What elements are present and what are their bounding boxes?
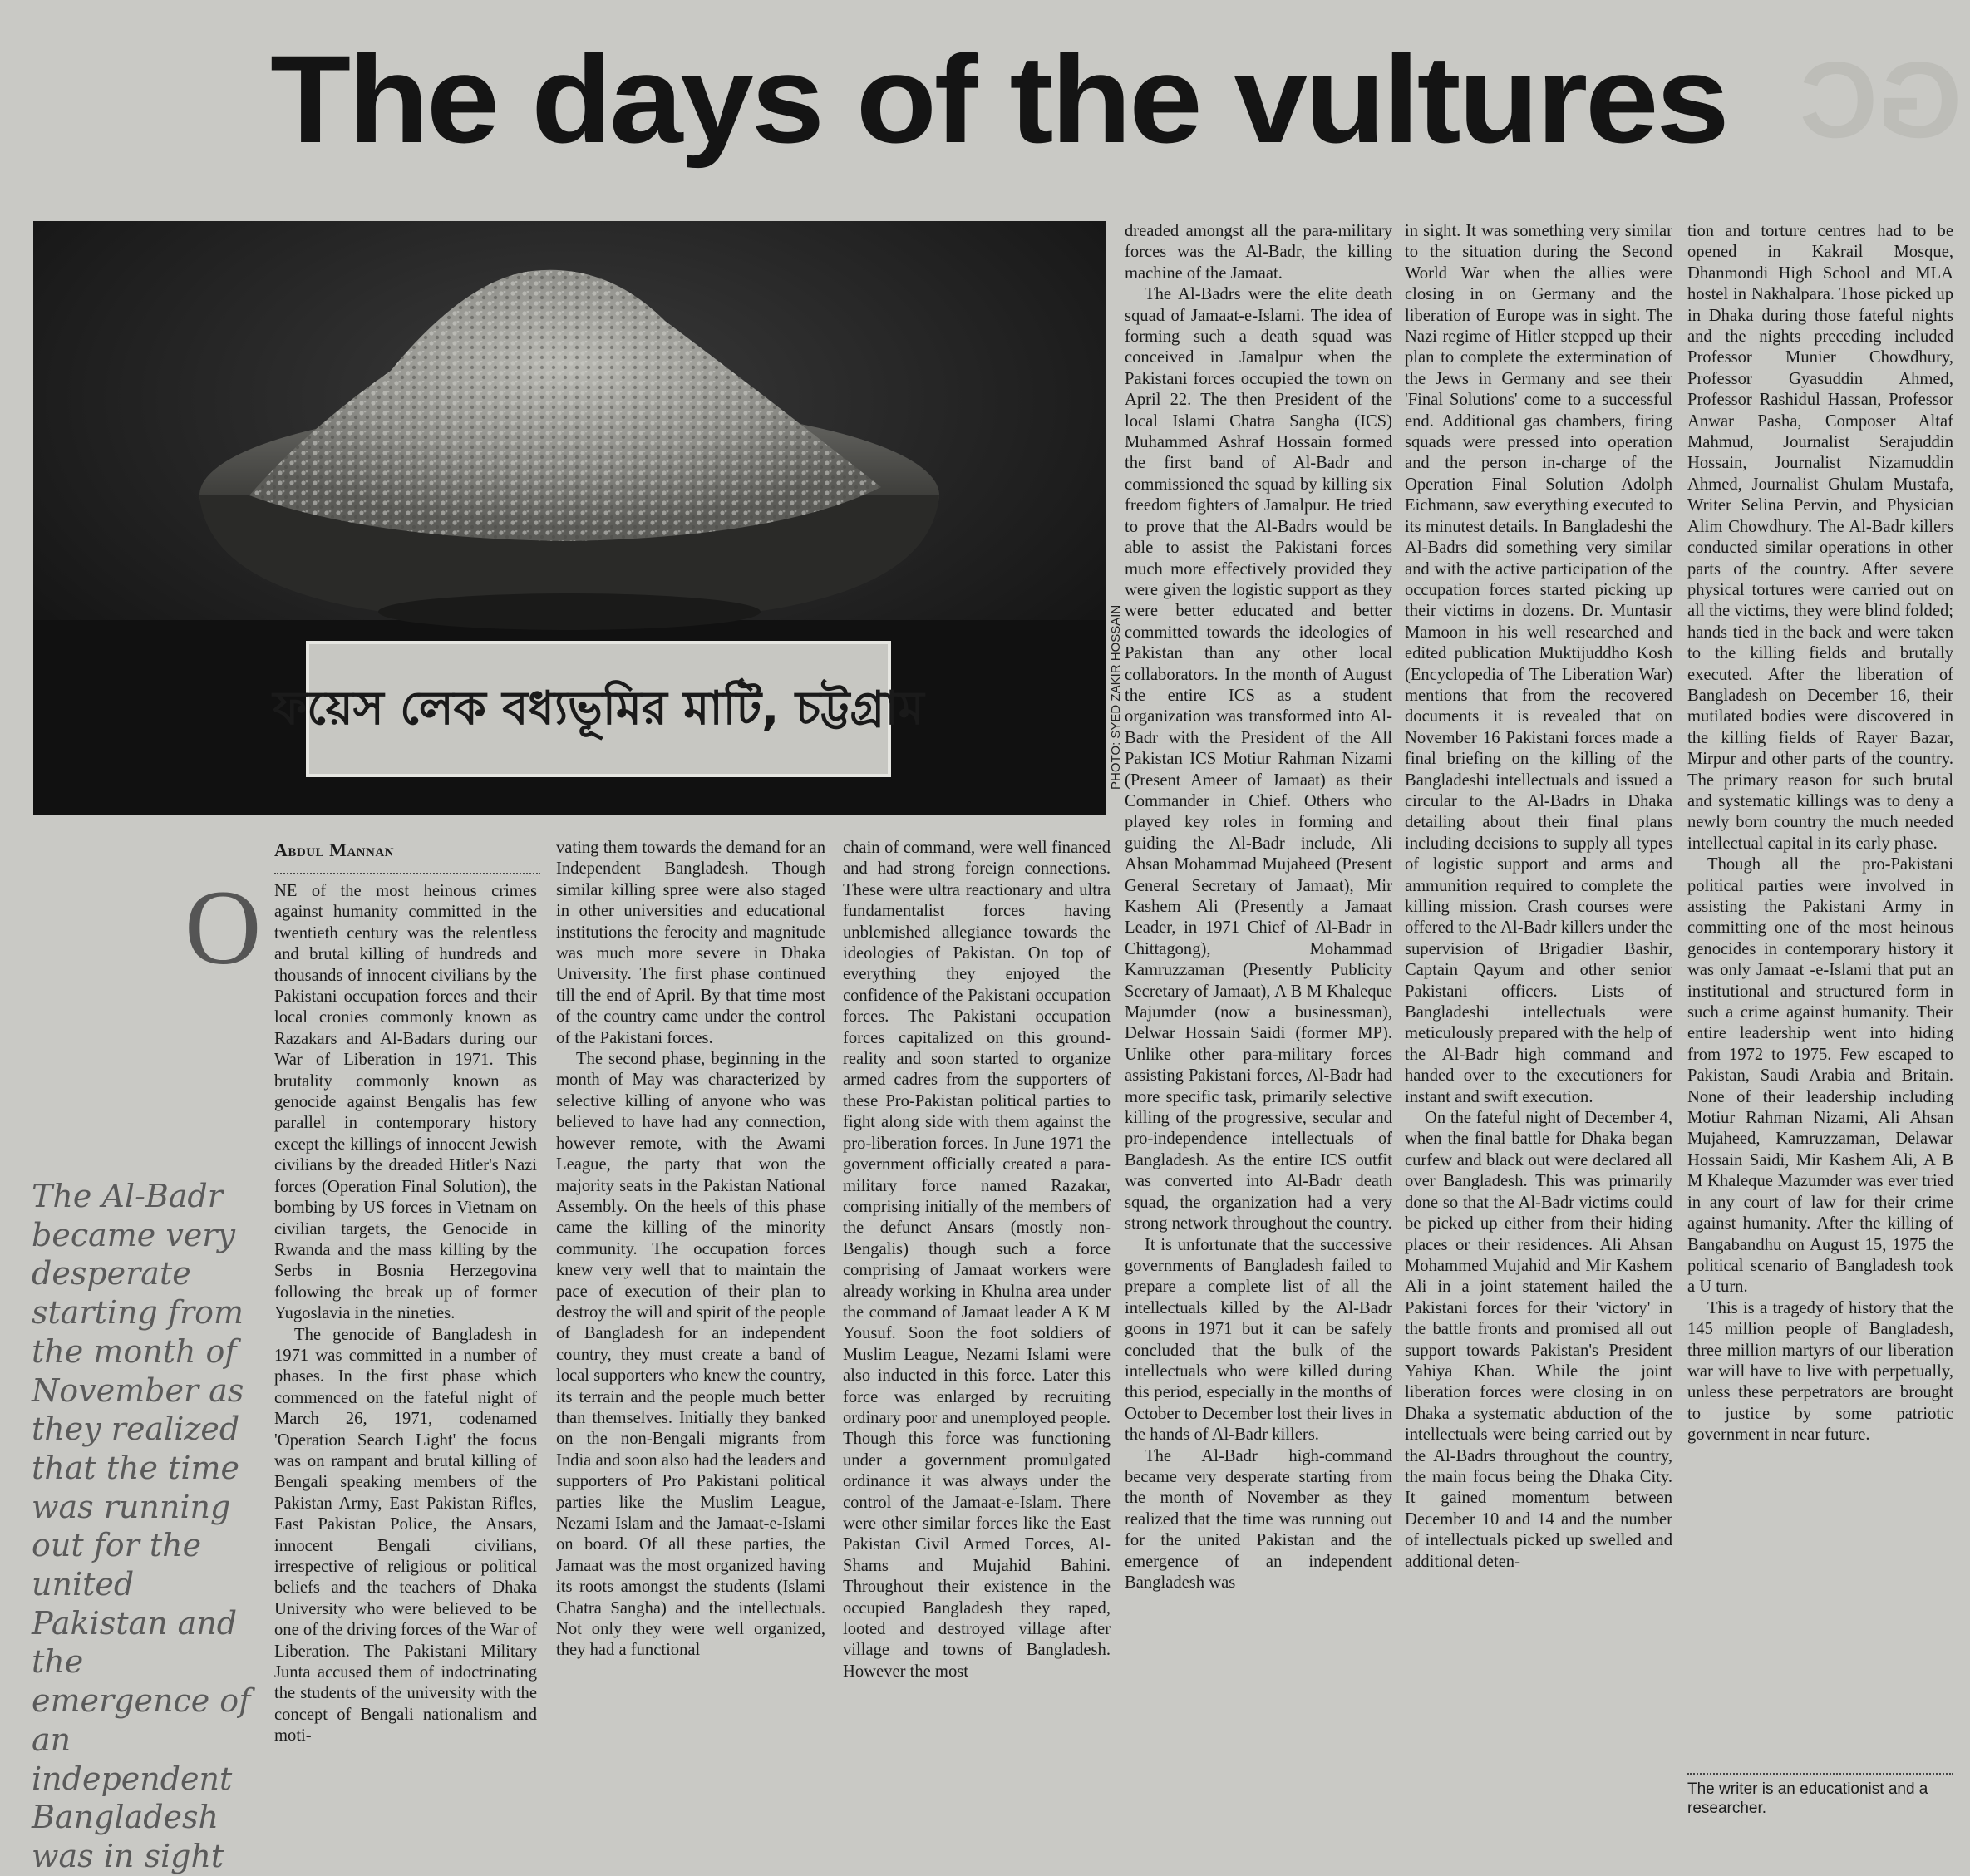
sign-text: ফয়েস লেক বধ্যভূমির মাটি, চট্টগ্রাম [273,682,924,736]
paragraph: It is unfortunate that the successive governments of Bangladesh failed to prepare a complete list of all the intellectuals killed by the Al-Badr goons in 1971 but it can be safely concluded that the bulk of the intellectuals who were killed during this period, especially in the months of October to December lost their lives in the hands of Al-Badr killers. [1125,1235,1392,1445]
article-column-4 [1125,221,1392,1837]
paragraph: Though all the pro-Pakistani political parties were involved in assisting the Pakistani Army in committing one of the most heinous genocides in contemporary history it was only Jamaat -e-Islami that put an institutional and structured form in such a crime against humanity. Their entire leadership went into hiding from 1972 to 1975. Few escaped to Pakistan, Saudi Arabia and Britain. None of their leadership including Motiur Rahman Nizami, Ali Ahsan Mujaheed, Kamruzzaman, Delawar Hossain Saidi, Mir Kashem Ali, A B M Khaleque Mazumder was ever tried in any court of law for their crime against humanity. After the killing of Bangabandhu on August 15, 1975 the political scenario of Bangladesh took a U turn. [1687,855,1953,1297]
photo-credit: PHOTO: SYED ZAKIR HOSSAIN [1109,604,1123,790]
paragraph: in sight. It was something very similar to the situation during the Second World War when the allies were closing in on Germany and the liberation of Europe was in sight. The Nazi regime of Hitler stepped up their plan to complete the extermination of the Jews in Germany and see their 'Final Solutions' come to a successful end. Additional gas chambers, firing squads were pressed into operation and the person in-charge of the Operation Final Solution Adolph Eichmann, saw everything executed to its minutest details. In Bangladeshi the Al-Badrs did something very similar and with the active participation of the occupation forces started picking up their victims in dozens. Dr. Muntasir Mamoon in his well researched and edited publication Muktijuddho Kosh (Encyclopedia of The Liberation War) mentions that from the recovered documents it is revealed that on November 16 Pakistani forces made a final briefing on the killing of the Bangladeshi intellectuals and issued a circular to the Al-Badrs in Dhaka detailing about their final plans including decisions to supply all types of logistic support and arms and ammunition required to complete the killing mission. Crash courses were offered to the Al-Badr killers under the supervision of Brigadier Bashir, Captain Qayum and other senior Pakistani officers. Lists of Bangladeshi intellectuals were meticulously prepared with the help of the Al-Badr high command and handed over to the executioners for instant and swift execution. [1405,222,1672,1106]
paragraph: The Al-Badrs were the elite death squad of Jamaat-e-Islami. The idea of forming such a death squad was conceived in Jamalpur when the Pakistani forces occupied the town on April 22. The then President of the local Islami Chatra Sangha (ICS) Muhammed Ashraf Hossain formed the first band of Al-Badr and commissioned the squad by killing six freedom fighters of Jamalpur. He tried to prove that the Al-Badrs would be able to assist the Pakistani forces much more effectively provided they were given the logistic support as they were better educated and better committed towards the ideologies of Pakistan than any other local collaborators. In the month of August the entire ICS as a student organization was transformed into Al-Badr with the President of the All Pakistan ICS Motiur Rahman Nizami (Present Ameer of Jamaat) as their Commander in Chief. Others who played key roles in forming and guiding the Al-Badr include, Ali Ahsan Mohammad Mujaheed (Present General Secretary of Jamaat), Mir Kashem Ali (Presently a Jamaat Leader, in 1971 Chief of Al-Badr in Chittagong), Mohammad Kamruzzaman (Presently Publicity Secretary of Jamaat), A B M Khaleque Majumder (now a businessman), Delwar Hossain Saidi (former MP). Unlike other para-military forces assisting Pakistani forces, Al-Badr had more specific task, primarily selective killing of the progressive, secular and pro-independence intellectuals of Bangladesh. As the entire ICS outfit was converted into Al-Badr death squad, the organization had a very strong network throughout the country. [1125,285,1392,1233]
paragraph: This is a tragedy of history that the 145 million people of Bangladesh, three million martyrs of our liberation war will have to live with perpetually, unless these perpetrators are brought to justice by some patriotic government in near future. [1687,1298,1953,1445]
article-column-6 [1687,221,1953,1767]
paragraph: On the fateful night of December 4, when the final battle for Dhaka began curfew and black out were declared all over Bangladesh. This was primarily done so that the Al-Badr victims could be picked up either from their hiding places or their residences. Ali Ahsan Mohammed Mujahid and Mir Kashem Ali in a joint statement hailed the Pakistani forces for their 'victory' in the battle fronts and promised all out support towards Pakistan's President Yahiya Khan. While the joint liberation forces were closing in on Dhaka a systematic abduction of the intellectuals were being carried out by the Al-Badrs throughout the country, the main focus being the Dhaka City. It gained momentum between December 10 and 14 and the number of intellectuals picked up swelled and additional deten- [1405,1109,1672,1571]
paragraph: vating them towards the demand for an Independent Bangladesh. Though similar killing spree were also staged in other universities and educational institutions the ferocity and magnitude was much more severe in Dhaka University. The first phase continued till the end of April. By that time most of the country came under the control of the Pakistani forces. [556,839,825,1047]
article-column-3 [843,838,1111,1837]
author-note: The writer is an educationist and a researcher. [1687,1773,1953,1838]
drop-cap: O [185,869,262,987]
paragraph: tion and torture centres had to be opened in Kakrail Mosque, Dhanmondi High School and MLA hostel in Nakhalpara. Those picked up in Dhaka during those fateful nights and the nights preceding included Professor Munier Chowdhury, Professor Gyasuddin Ahmed, Professor Rashidul Hassan, Professor Anwar Pasha, Composer Altaf Mahmud, Journalist Serajuddin Hossain, Journalist Nizamuddin Ahmed, Journalist Ghulam Mustafa, Writer Selina Pervin, and Physician Alim Chowdhury. The Al-Badr killers conducted similar operations in other parts of the country. After severe physical tortures were carried out on all the victims, they were blind folded; hands tied in the back and were taken to the killing fields and brutally executed. After the liberation of Bangladesh on December 16, their mutilated bodies were discovered in the killing fields of Rayer Bazar, Mirpur and other parts of the country. The primary reason for such brutal and systematic killings was to deny a newly born country the much needed intellectual capital in its early phase. [1687,222,1953,853]
show-through-text: GC [1800,39,1962,160]
byline: Abdul Mannan [274,840,540,874]
paragraph: The Al-Badr high-command became very desperate starting from the month of November as they realized that the time was running out for the united Pakistan and the emergence of an independent Bangladesh was [1125,1446,1392,1592]
article-column-2 [556,838,825,1837]
paragraph: The second phase, beginning in the month of May was characterized by selective killing of anyone who was believed to have had any connection, however remote, with the Awami League, the party that won the majority seats in the Pakistan National Assembly. On the heels of this phase came the killing of the minority community. The occupation forces knew very well that to maintain the pace of execution of their plan to destroy the will and spirit of the people of Bangladesh for an independent country, they must create a band of local supporters who knew the country, its terrain and the people much better than themselves. Initially they banked on the non-Bengali migrants from India and soon also had the leaders and supporters of Pro Pakistani political parties like the Muslim League, Nezami Islam and the Jamaat-e-Islami on board. Of all these parties, the Jamaat was the most organized having its roots amongst the students (Islami Chatra Sangha) and the intellectuals. Not only they were well organized, they had a functional [556,1050,825,1660]
headline: The days of the vultures [270,29,1727,169]
paragraph: dreaded amongst all the para-military forces was the Al-Badr, the killing machine of the Jamaat. [1125,222,1392,283]
paragraph: chain of command, were well financed and had strong foreign connections. These were ultra reactionary and ultra fundamentalist forces having unblemished allegiance towards the ideologies of Pakistan. On top of everything they enjoyed the confidence of the Pakistani occupation forces. The Pakistani occupation forces capitalized on this ground-reality and soon started to organize armed cadres from the supporters of these Pro-Pakistan political parties to fight along side with them against the pro-liberation forces. In June 1971 the government officially created a para-military force named Razakar, comprising initially of the members of the defunct Ansars (mostly non-Bengalis) though such a force comprising of Jamaat workers were already working in Khulna area under the command of Jamaat leader A K M Yousuf. Soon the foot soldiers of Muslim League, Nezami Islami were also inducted in this force. Later this force was enlarged by recruiting ordinary poor and unemployed people. Though this force was functioning under a government promulgated ordinance it was always under the control of the Jamaat-e-Islam. There were other similar forces like the East Pakistan Civil Armed Forces, Al-Shams and Mujahid Bahini. Throughout their existence in the occupied Bangladesh they raped, looted and destroyed village after village and towns of Bangladesh. However the most [843,839,1111,1681]
photo-soil-in-bowl [33,221,1106,815]
article-column-5 [1405,221,1672,1837]
paragraph: NE of the most heinous crimes against humanity committed in the twentieth century was the relentless and brutal killing of hundreds and thousands of innocent civilians by the Pakistani occupation forces and their local cronies commonly known as Razakars and Al-Badars during our War of Liberation in 1971. This brutality commonly known as genocide against Bengalis has few parallel in contemporary history except the killings of innocent Jewish civilians by the dreaded Hitler's Nazi forces (Operation Final Solution), the bombing by US forces in Vietnam on civilian targets, the Genocide in Rwanda and the mass killing by the Serbs in Bosnia Herzegovina following the break up of former Yugoslavia in the nineties. [274,882,537,1323]
paragraph: The genocide of Bangladesh in 1971 was committed in a number of phases. In the first phase which commenced on the fateful night of March 26, 1971, codenamed 'Operation Search Light' the focus was on rampant and brutal killing of Bengali speaking members of the Pakistan Army, East Pakistan Rifles, East Pakistan Police, the Ansars, innocent Bengali civilians, irrespective of religious or political beliefs and the teachers of Dhaka University who were believed to be one of the driving forces of the War of Liberation. The Pakistani Military Junta accused them of indoctrinating the students of the university with the concept of Bengali nationalism and moti- [274,1325,537,1746]
pull-quote: The Al-Badr became very desperate starting from the month of November as they realized that the time was running out for the united Pakistan and the emergence of an independent Bangladesh was in sight [32,1178,251,1874]
article-column-1 [274,881,537,1837]
